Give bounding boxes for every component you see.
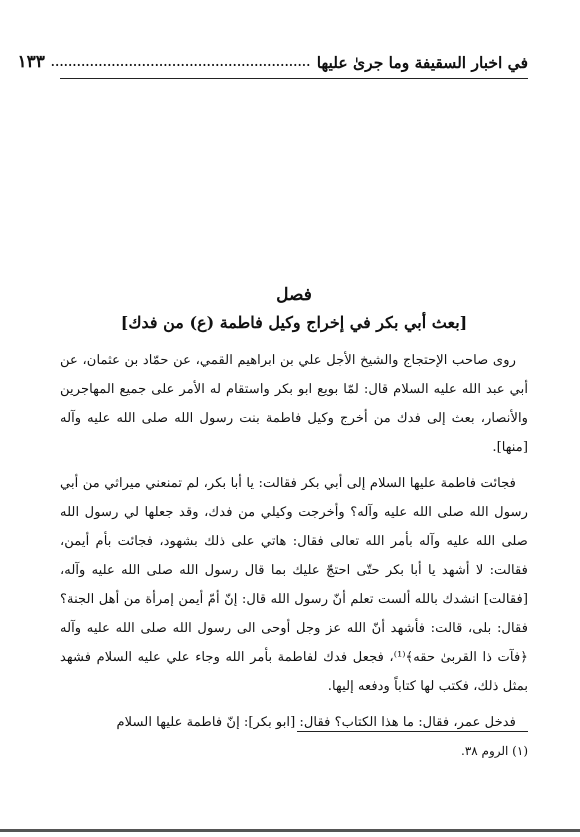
section-title: فصل xyxy=(276,285,312,305)
paragraph: روى صاحب الإحتجاج والشيخ الأجل علي بن ابراهيم القمي، عن حمّاد بن عثمان، عن أبي عبد الله عليه السلام قال: لمّا بويع ابو بكر واستقام له الأمر على جميع المهاجرين والأنصار، بعث إلى فدك من أخرج وكيل فاطمة بنت رسول الله صلى الله عليه وآله [منها]. xyxy=(60,353,528,455)
footnote: (١) الروم ٣٨. xyxy=(460,744,528,758)
page-bottom-edge xyxy=(0,829,580,832)
footnote-rule xyxy=(297,731,528,732)
running-header-dot-leader: ............................................................ xyxy=(50,56,311,69)
page-number: ١٣٣ xyxy=(17,52,45,72)
section-subtitle: [بعث أبي بكر في إخراج وكيل فاطمة (ع) من فدك] xyxy=(120,313,468,332)
running-header-title: في اخبار السقيفة وما جرىٰ عليها xyxy=(316,53,528,72)
paragraph: فدخل عمر، فقال: ما هذا الكتاب؟ فقال: [ابو بكر]: إنّ فاطمة عليها السلام xyxy=(116,715,516,730)
paragraph: فجائت فاطمة عليها السلام إلى أبي بكر فقالت: يا أبا بكر، لم تمنعني ميراثي من أبي رسول الله صلى الله عليه وآله؟ وأخرجت وكيلي من فدك، وقد جعلها لي رسول الله صلى الله عليه وآله بأمر الله تعالى فقال: هاتي على ذلك بشهود، فجائت بأم أيمن، فقالت: لا أشهد يا أبا بكر حتّى احتجّ عليك بما قال رسول الله صلى الله عليه وآله، [فقالت] انشدك بالله ألست تعلم أنّ رسول الله قال: إنّ أمّ أيمن إمرأة من أهل الجنة؟ فقال: بلى، قالت: فأشهد أنّ الله عز وجل أوحى الى رسول الله صلى الله عليه وآله ﴿فآت ذا القربىٰ حقه﴾⁽¹⁾، فجعل فدك لفاطمة بأمر الله وجاء علي عليه السلام فشهد بمثل ذلك، فكتب لها كتاباً ودفعه إليها. xyxy=(60,476,528,694)
body-text xyxy=(60,346,528,744)
running-header xyxy=(17,46,528,72)
header-rule xyxy=(60,78,528,79)
